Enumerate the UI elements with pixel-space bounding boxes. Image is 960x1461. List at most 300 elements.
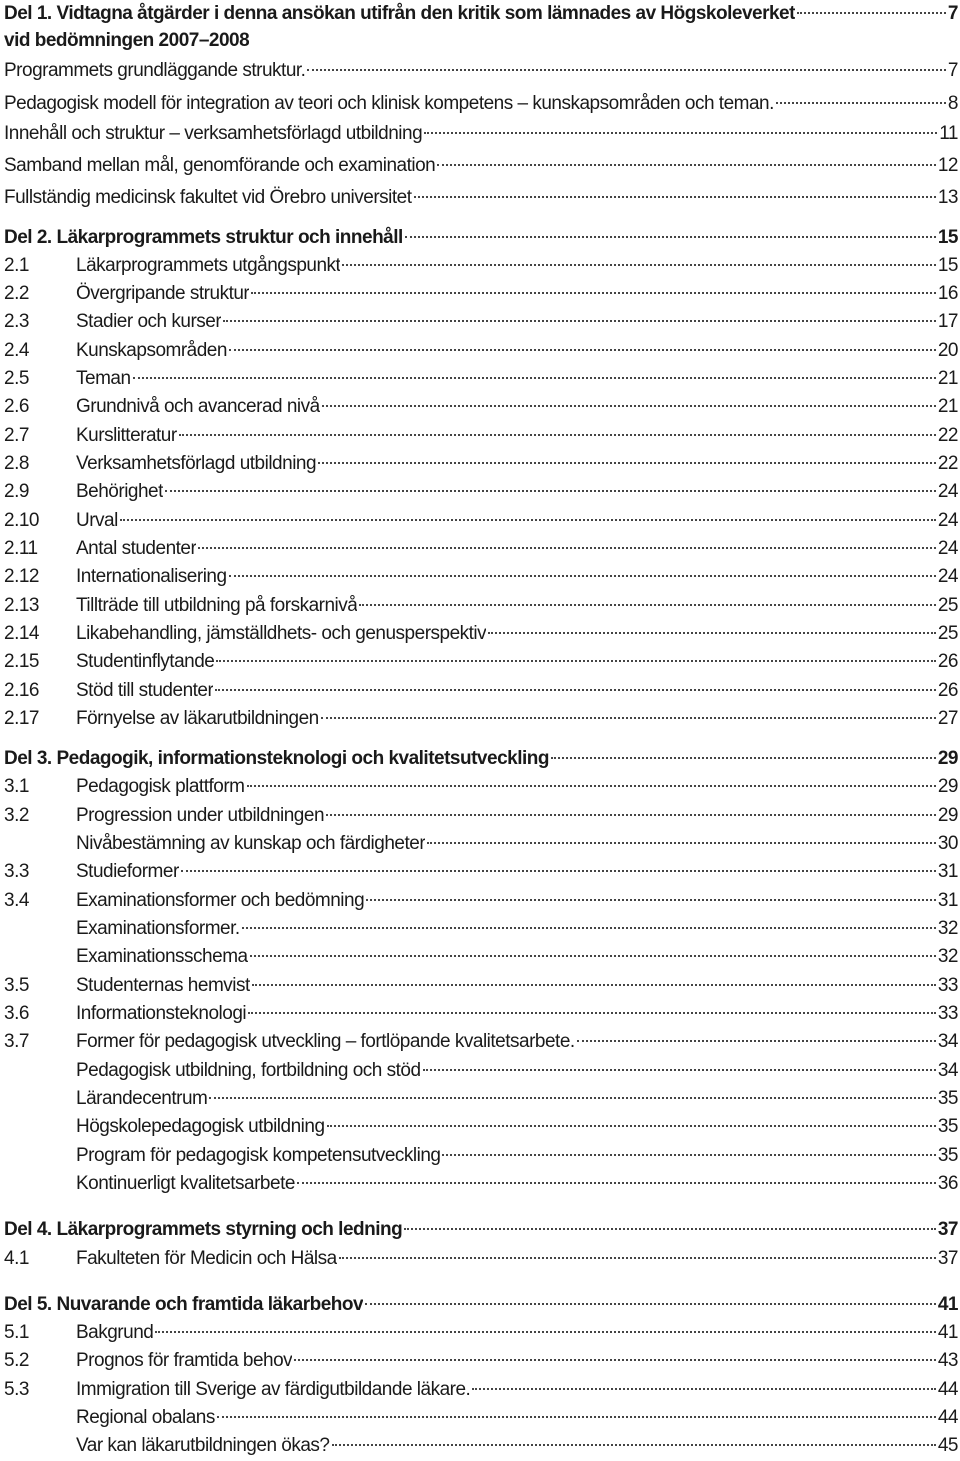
section-number: 2.7 (4, 425, 29, 446)
dot-leader (223, 320, 936, 322)
entry-title (76, 1319, 153, 1347)
dot-leader (577, 1040, 936, 1042)
dot-leader (248, 1012, 936, 1014)
page-number: 31 (937, 861, 958, 882)
dot-leader (321, 717, 936, 719)
entry-title-text: Behörighet (76, 481, 163, 502)
entry-title-text: Nuvarande och framtida läkarbehov (56, 1294, 364, 1315)
page-number: 30 (937, 833, 958, 854)
toc-entry-line (76, 1404, 958, 1432)
entry-title (76, 1404, 215, 1432)
page-number: 13 (937, 187, 958, 208)
entry-title (76, 858, 179, 886)
toc-entry-line (76, 563, 958, 591)
entry-title (76, 478, 163, 506)
entry-title (4, 90, 774, 118)
page-number: 41 (937, 1322, 958, 1343)
entry-title-text: Var kan läkarutbildningen ökas? (76, 1435, 330, 1456)
toc-entry[interactable] (0, 27, 960, 55)
entry-title-text: Programmets grundläggande struktur. (4, 60, 306, 81)
page-number: 35 (937, 1088, 958, 1109)
toc-entry[interactable] (0, 280, 960, 308)
toc-entry-line (4, 224, 958, 252)
toc-entry-line (76, 1028, 958, 1056)
entry-title (76, 507, 118, 535)
toc-entry-line (76, 507, 958, 535)
entry-title (76, 830, 425, 858)
dot-leader (326, 814, 936, 816)
toc-entry[interactable] (0, 1432, 960, 1460)
dot-leader (437, 164, 936, 166)
section-number: 3.2 (4, 805, 29, 826)
dot-leader (332, 1444, 936, 1446)
toc-entry[interactable] (0, 677, 960, 705)
dot-leader (488, 632, 936, 634)
toc-part-heading[interactable] (0, 745, 960, 773)
toc-entry-line (76, 620, 958, 648)
toc-entry[interactable] (0, 1142, 960, 1170)
entry-title (4, 224, 403, 252)
dot-leader (472, 1388, 936, 1390)
toc-part-heading[interactable] (0, 0, 960, 28)
entry-title-text: Former för pedagogisk utveckling – fortlöpande kvalitetsarbete. (76, 1031, 575, 1052)
toc-entry[interactable] (0, 422, 960, 450)
section-number: 2.11 (4, 538, 38, 559)
toc-entry-line (76, 1000, 958, 1028)
section-number: 3.3 (4, 861, 29, 882)
toc-entry[interactable] (0, 1057, 960, 1085)
section-number: 5.2 (4, 1350, 29, 1371)
dot-leader (318, 462, 936, 464)
page-number: 29 (937, 776, 958, 797)
page-number: 35 (937, 1116, 958, 1137)
toc-part-heading[interactable] (0, 1216, 960, 1244)
dot-leader (229, 349, 936, 351)
entry-title-text: Vidtagna åtgärder i denna ansökan utifrån den kritik som lämnades av Högskoleverket (56, 3, 795, 24)
page-number: 34 (937, 1060, 958, 1081)
page-number: 12 (937, 155, 958, 176)
page-number: 11 (939, 123, 958, 144)
dot-leader (250, 955, 936, 957)
entry-title-text: Kontinuerligt kvalitetsarbete (76, 1173, 295, 1194)
entry-title-text: Internationalisering (76, 566, 227, 587)
page-number: 29 (937, 805, 958, 826)
toc-entry[interactable] (0, 1347, 960, 1375)
entry-title-text: Program för pedagogisk kompetensutveckling (76, 1145, 441, 1166)
dot-leader (217, 1416, 936, 1418)
toc-entry-line (76, 592, 958, 620)
section-number: 2.8 (4, 453, 29, 474)
toc-entry-line (76, 773, 958, 801)
page-number: 20 (937, 340, 958, 361)
toc-entry-line (76, 802, 958, 830)
entry-title (76, 1142, 440, 1170)
toc-entry-line (76, 1170, 958, 1198)
section-number: 2.13 (4, 595, 39, 616)
toc-entry[interactable] (0, 450, 960, 478)
dot-leader (198, 547, 936, 549)
page-number: 24 (937, 566, 958, 587)
entry-title-text: Stadier och kurser (76, 311, 222, 332)
entry-title-text: Studentinflytande (76, 651, 215, 672)
toc-entry[interactable] (0, 1000, 960, 1028)
page-number: 35 (937, 1145, 958, 1166)
entry-title-text: Kurslitteratur (76, 425, 177, 446)
toc-entry[interactable] (0, 120, 960, 148)
toc-entry[interactable] (0, 943, 960, 971)
toc-entry[interactable] (0, 563, 960, 591)
dot-leader (165, 490, 936, 492)
dot-leader (247, 785, 936, 787)
toc-entry[interactable] (0, 858, 960, 886)
toc-entry-line (76, 1085, 958, 1113)
entry-title (76, 365, 131, 393)
toc-entry-line (76, 478, 958, 506)
entry-title-text: Lärandecentrum (76, 1088, 208, 1109)
entry-title-text: Urval (76, 510, 118, 531)
dot-leader (209, 1097, 935, 1099)
entry-title (76, 1085, 207, 1113)
dot-leader (179, 434, 936, 436)
entry-title-text: Regional obalans (76, 1407, 215, 1428)
dot-leader (181, 870, 936, 872)
entry-title (76, 422, 177, 450)
dot-leader (342, 264, 936, 266)
toc-entry-line (76, 280, 958, 308)
toc-entry[interactable] (0, 365, 960, 393)
dot-leader (120, 519, 936, 521)
page-number: 29 (937, 748, 958, 769)
page-number: 15 (937, 255, 958, 276)
page-number: 24 (937, 510, 958, 531)
dot-leader (414, 196, 936, 198)
page-number: 7 (947, 60, 958, 81)
page-number: 32 (937, 918, 958, 939)
toc-entry-line (76, 943, 958, 971)
toc-entry[interactable] (0, 648, 960, 676)
entry-title-text: Grundnivå och avancerad nivå (76, 396, 320, 417)
toc-entry-line (76, 1057, 958, 1085)
page-number: 33 (937, 975, 958, 996)
entry-title (76, 1347, 292, 1375)
dot-leader (322, 405, 936, 407)
page-number: 36 (937, 1173, 958, 1194)
page-number: 15 (937, 227, 958, 248)
toc-entry-line (76, 535, 958, 563)
entry-title-text: Förnyelse av läkarutbildningen (76, 708, 319, 729)
section-number: 2.2 (4, 283, 29, 304)
toc-entry[interactable] (0, 915, 960, 943)
dot-leader (359, 604, 936, 606)
entry-title-text: Studenternas hemvist (76, 975, 250, 996)
toc-entry[interactable] (0, 478, 960, 506)
toc-entry[interactable] (0, 620, 960, 648)
part-label: Del 1. (4, 3, 52, 24)
entry-title (4, 57, 305, 85)
page-number: 33 (937, 1003, 958, 1024)
entry-title (76, 563, 227, 591)
entry-title-text: Examinationsformer och bedömning (76, 890, 365, 911)
page-number: 27 (937, 708, 958, 729)
toc-entry[interactable] (0, 802, 960, 830)
toc-entry[interactable] (0, 972, 960, 1000)
toc-entry-line (76, 1113, 958, 1141)
dot-leader (327, 1125, 936, 1127)
entry-title (76, 887, 364, 915)
entry-title-text: Fullständig medicinsk fakultet vid Örebro universitet (4, 187, 412, 208)
page-number: 37 (937, 1248, 958, 1269)
page-number: 26 (937, 651, 958, 672)
toc-entry-line (4, 184, 958, 212)
entry-title (76, 337, 227, 365)
page-number: 43 (937, 1350, 958, 1371)
section-number: 2.5 (4, 368, 29, 389)
toc-entry[interactable] (0, 1404, 960, 1432)
toc-part-heading[interactable] (0, 1291, 960, 1319)
page-number: 21 (937, 368, 958, 389)
toc-entry[interactable] (0, 393, 960, 421)
entry-title (76, 1432, 330, 1460)
dot-leader (294, 1359, 936, 1361)
toc-entry-line (76, 858, 958, 886)
entry-title-text: Läkarprogrammets utgångspunkt (76, 255, 341, 276)
entry-title-text: Studieformer (76, 861, 179, 882)
section-number: 2.15 (4, 651, 39, 672)
toc-entry[interactable] (0, 1113, 960, 1141)
toc-entry[interactable] (0, 57, 960, 85)
entry-title (4, 27, 249, 55)
entry-title-text: Kunskapsområden (76, 340, 227, 361)
page-number: 22 (937, 425, 958, 446)
page-number: 16 (937, 283, 958, 304)
entry-title (4, 1291, 363, 1319)
part-label: Del 2. (4, 227, 52, 248)
entry-title-text: Bakgrund (76, 1322, 154, 1343)
toc-entry[interactable] (0, 592, 960, 620)
dot-leader (307, 69, 945, 71)
toc-entry-line (76, 1347, 958, 1375)
entry-title-text: Nivåbestämning av kunskap och färdigheter (76, 833, 426, 854)
entry-title-text: Tillträde till utbildning på forskarnivå (76, 595, 358, 616)
toc-entry[interactable] (0, 773, 960, 801)
part-label: Del 5. (4, 1294, 52, 1315)
page-number: 7 (947, 3, 958, 24)
toc-entry-line (76, 1319, 958, 1347)
toc-entry-line (76, 393, 958, 421)
dot-leader (229, 575, 936, 577)
entry-title (76, 393, 320, 421)
dot-leader (424, 132, 937, 134)
toc-entry[interactable] (0, 830, 960, 858)
dot-leader (442, 1154, 935, 1156)
page-number: 26 (937, 680, 958, 701)
toc-entry-line (76, 1245, 958, 1273)
toc-entry[interactable] (0, 1245, 960, 1273)
page-number: 45 (937, 1435, 958, 1456)
entry-title (76, 943, 248, 971)
page-number: 31 (937, 890, 958, 911)
toc-entry[interactable] (0, 252, 960, 280)
toc-entry-line (4, 152, 958, 180)
entry-title (4, 0, 795, 28)
section-number: 3.7 (4, 1031, 29, 1052)
toc-entry-line (76, 705, 958, 733)
entry-title (76, 802, 324, 830)
toc-entry-line (76, 422, 958, 450)
toc-entry-line (4, 745, 958, 773)
dot-leader (365, 1303, 936, 1305)
dot-leader (405, 236, 936, 238)
toc-entry[interactable] (0, 705, 960, 733)
entry-title-text: Innehåll och struktur – verksamhetsförlagd utbildning (4, 123, 423, 144)
toc-entry[interactable] (0, 1376, 960, 1404)
section-number: 4.1 (4, 1248, 29, 1269)
entry-title (76, 1245, 337, 1273)
toc-entry[interactable] (0, 308, 960, 336)
section-number: 2.16 (4, 680, 39, 701)
dot-leader (776, 102, 946, 104)
dot-leader (339, 1257, 936, 1259)
entry-title-text: Prognos för framtida behov (76, 1350, 293, 1371)
entry-title (76, 1376, 470, 1404)
dot-leader (551, 757, 936, 759)
page-number: 34 (937, 1031, 958, 1052)
section-number: 3.6 (4, 1003, 29, 1024)
entry-title-text: Informationsteknologi (76, 1003, 247, 1024)
toc-entry[interactable] (0, 1085, 960, 1113)
entry-title-text: Immigration till Sverige av färdigutbildande läkare. (76, 1379, 471, 1400)
dot-leader (427, 842, 936, 844)
section-number: 2.9 (4, 481, 29, 502)
page-number: 32 (937, 946, 958, 967)
page-number: 17 (937, 311, 958, 332)
entry-title (76, 972, 250, 1000)
entry-title-text: Pedagogik, informationsteknologi och kvalitetsutveckling (56, 748, 549, 769)
toc-entry-line (76, 1142, 958, 1170)
toc-entry[interactable] (0, 1028, 960, 1056)
dot-leader (404, 1228, 936, 1230)
toc-entry-line (76, 677, 958, 705)
toc-entry[interactable] (0, 337, 960, 365)
section-number: 5.3 (4, 1379, 29, 1400)
entry-title (76, 648, 214, 676)
toc-entry-line (76, 1376, 958, 1404)
entry-title (76, 677, 213, 705)
toc-entry-line (76, 887, 958, 915)
toc-part-heading[interactable] (0, 224, 960, 252)
page-number: 37 (937, 1219, 958, 1240)
entry-title-text: Läkarprogrammets struktur och innehåll (56, 227, 403, 248)
toc-entry-line (4, 1291, 958, 1319)
toc-entry-line (76, 308, 958, 336)
toc-entry[interactable] (0, 1170, 960, 1198)
dot-leader (297, 1182, 936, 1184)
entry-title (4, 152, 435, 180)
page-number: 24 (937, 481, 958, 502)
page-number: 44 (937, 1407, 958, 1428)
toc-entry-line (4, 27, 958, 55)
entry-title-text: Antal studenter (76, 538, 197, 559)
entry-title-text: Likabehandling, jämställdhets- och genusperspektiv (76, 623, 487, 644)
entry-title-text: Examinationsschema (76, 946, 248, 967)
section-number: 2.10 (4, 510, 39, 531)
section-number: 2.17 (4, 708, 39, 729)
part-label: Del 4. (4, 1219, 52, 1240)
entry-title-text: Progression under utbildningen (76, 805, 325, 826)
toc-entry[interactable] (0, 152, 960, 180)
toc-entry-line (4, 90, 958, 118)
section-number: 2.3 (4, 311, 29, 332)
dot-leader (216, 660, 936, 662)
dot-leader (252, 984, 936, 986)
toc-entry[interactable] (0, 535, 960, 563)
entry-title (76, 1170, 295, 1198)
entry-title-text: Pedagogisk utbildning, fortbildning och stöd (76, 1060, 421, 1081)
entry-title-text: Läkarprogrammets styrning och ledning (56, 1219, 403, 1240)
part-label: Del 3. (4, 748, 52, 769)
entry-title-text: Fakulteten för Medicin och Hälsa (76, 1248, 337, 1269)
toc-entry[interactable] (0, 184, 960, 212)
entry-title-text: Högskolepedagogisk utbildning (76, 1116, 325, 1137)
entry-title (76, 915, 240, 943)
dot-leader (215, 689, 936, 691)
toc-entry[interactable] (0, 887, 960, 915)
entry-title-text: Samband mellan mål, genomförande och examination (4, 155, 436, 176)
toc-entry[interactable] (0, 507, 960, 535)
toc-entry-line (76, 1432, 958, 1460)
toc-entry-line (4, 120, 958, 148)
entry-title (76, 1028, 575, 1056)
toc-entry-line (4, 0, 958, 28)
page-number: 21 (937, 396, 958, 417)
entry-title-text: Teman (76, 368, 131, 389)
toc-entry-line (76, 648, 958, 676)
entry-title (76, 773, 245, 801)
entry-title (4, 120, 422, 148)
toc-entry-line (76, 450, 958, 478)
section-number: 2.6 (4, 396, 29, 417)
section-number: 3.1 (4, 776, 29, 797)
entry-title (76, 535, 196, 563)
page-number: 8 (947, 93, 958, 114)
dot-leader (366, 899, 936, 901)
dot-leader (423, 1069, 936, 1071)
entry-title (76, 592, 357, 620)
dot-leader (797, 12, 946, 14)
page-number: 44 (937, 1379, 958, 1400)
section-number: 2.1 (4, 255, 29, 276)
section-number: 2.14 (4, 623, 39, 644)
dot-leader (242, 927, 936, 929)
section-number: 3.5 (4, 975, 29, 996)
section-number: 3.4 (4, 890, 29, 911)
toc-entry[interactable] (0, 1319, 960, 1347)
section-number: 2.12 (4, 566, 39, 587)
page-number: 41 (937, 1294, 958, 1315)
entry-title-text: vid bedömningen 2007–2008 (4, 30, 250, 51)
entry-title (4, 745, 549, 773)
toc-entry-line (76, 252, 958, 280)
entry-title (76, 252, 340, 280)
toc-entry-line (76, 337, 958, 365)
entry-title-text: Stöd till studenter (76, 680, 214, 701)
entry-title-text: Examinationsformer. (76, 918, 240, 939)
entry-title-text: Övergripande struktur (76, 283, 250, 304)
entry-title (76, 1113, 325, 1141)
toc-entry-line (4, 57, 958, 85)
entry-title (76, 450, 316, 478)
toc-entry[interactable] (0, 90, 960, 118)
